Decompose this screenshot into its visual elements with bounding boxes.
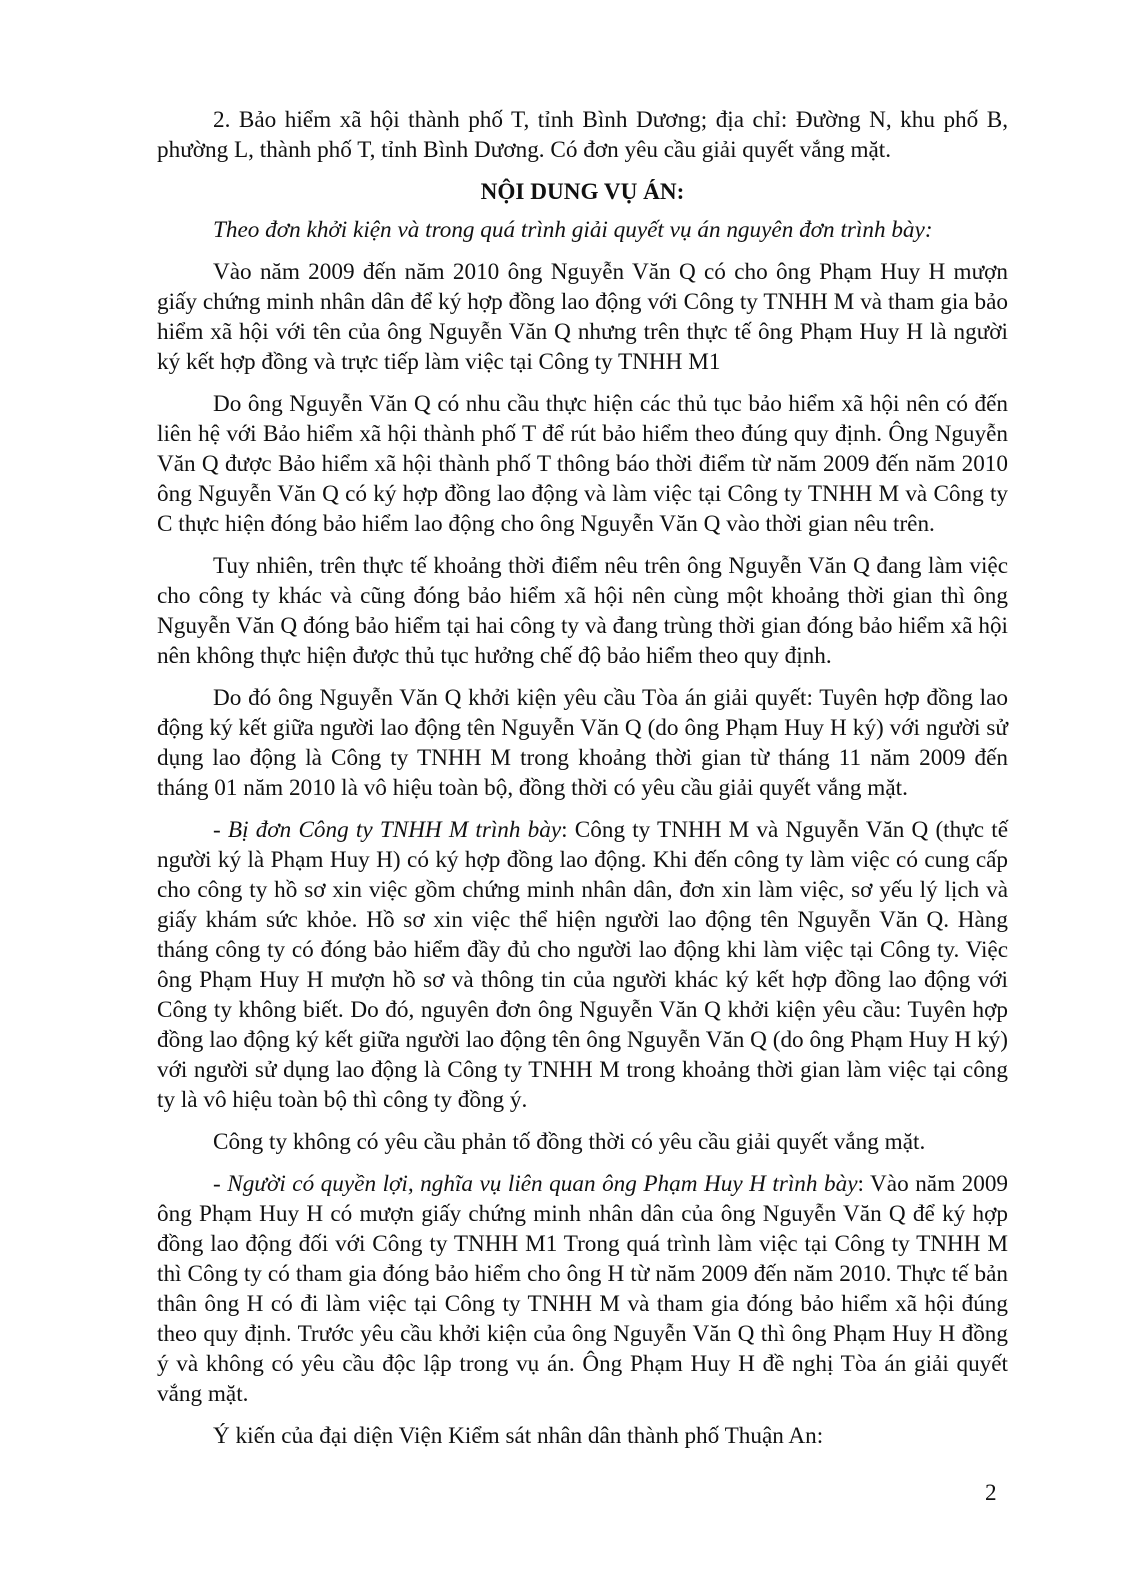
paragraph-8: Ý kiến của đại diện Viện Kiểm sát nhân dân thành phố Thuận An: (213, 1423, 824, 1449)
paragraph-2: Do ông Nguyễn Văn Q có nhu cầu thực hiện các thủ tục bảo hiểm xã hội nên có đến liên hệ với Bảo hiểm xã hội thành phố T để rút bảo hiểm theo đúng quy định. Ông Nguyễn Văn Q được Bảo hiểm xã hội thành phố T thông báo thời điểm từ năm 2009 đến năm 2010 ông Nguyễn Văn Q có ký hợp đồng lao động và làm việc tại Công ty TNHH M và Công ty C thực hiện đóng bảo hiểm lao động cho ông Nguyễn Văn Q vào thời gian nêu trên. (157, 391, 1008, 537)
paragraph-5 (157, 815, 1008, 1115)
paragraph-intro: Theo đơn khởi kiện và trong quá trình giải quyết vụ án nguyên đơn trình bày: (213, 217, 933, 243)
paragraph-3: Tuy nhiên, trên thực tế khoảng thời điểm nêu trên ông Nguyễn Văn Q đang làm việc cho công ty khác và cũng đóng bảo hiểm xã hội nên cùng một khoảng thời gian thì ông Nguyễn Văn Q đóng bảo hiểm tại hai công ty và đang trùng thời gian đóng bảo hiểm xã hội nên không thực hiện được thủ tục hưởng chế độ bảo hiểm theo quy định. (157, 553, 1008, 669)
document-body (157, 105, 1008, 1451)
paragraph-7 (157, 1169, 1008, 1409)
paragraph-7-lead: - Người có quyền lợi, nghĩa vụ liên quan ông Phạm Huy H trình bày (213, 1171, 858, 1197)
paragraph-defendant-2: 2. Bảo hiểm xã hội thành phố T, tỉnh Bình Dương; địa chỉ: Đường N, khu phố B, phường L, thành phố T, tỉnh Bình Dương. Có đơn yêu cầu giải quyết vắng mặt. (157, 107, 1008, 163)
section-heading: NỘI DUNG VỤ ÁN: (480, 179, 685, 205)
paragraph-7-body: : Vào năm 2009 ông Phạm Huy H có mượn giấy chứng minh nhân dân của ông Nguyễn Văn Q để ký hợp đồng lao động đối với Công ty TNHH M1 Trong quá trình làm việc tại Công ty TNHH M thì Công ty có tham gia đóng bảo hiểm cho ông H từ năm 2009 đến năm 2010. Thực tế bản thân ông H có đi làm việc tại Công ty TNHH M và tham gia đóng bảo hiểm xã hội đúng theo quy định. Trước yêu cầu khởi kiện của ông Nguyễn Văn Q thì ông Phạm Huy H đồng ý và không có yêu cầu độc lập trong vụ án. Ông Phạm Huy H đề nghị Tòa án giải quyết vắng mặt. (157, 1171, 1009, 1407)
paragraph-5-body: : Công ty TNHH M và Nguyễn Văn Q (thực tế người ký là Phạm Huy H) có ký hợp đồng lao động. Khi đến công ty làm việc có cung cấp cho công ty hồ sơ xin việc gồm chứng minh nhân dân, đơn xin làm việc, sơ yếu lý lịch và giấy khám sức khỏe. Hồ sơ xin việc thể hiện người lao động tên Nguyễn Văn Q. Hàng tháng công ty có đóng bảo hiểm đầy đủ cho người lao động khi làm việc tại Công ty. Việc ông Phạm Huy H mượn hồ sơ và thông tin của người khác ký kết hợp đồng lao động với Công ty không biết. Do đó, nguyên đơn ông Nguyễn Văn Q khởi kiện yêu cầu: Tuyên hợp đồng lao động ký kết giữa người lao động tên ông Nguyễn Văn Q (do ông Phạm Huy H ký) với người sử dụng lao động là Công ty TNHH M trong khoảng thời gian làm việc tại công ty là vô hiệu toàn bộ thì công ty đồng ý. (157, 817, 1008, 1113)
paragraph-1: Vào năm 2009 đến năm 2010 ông Nguyễn Văn Q có cho ông Phạm Huy H mượn giấy chứng minh nhân dân để ký hợp đồng lao động với Công ty TNHH M và tham gia bảo hiểm xã hội với tên của ông Nguyễn Văn Q nhưng trên thực tế ông Phạm Huy H là người ký kết hợp đồng và trực tiếp làm việc tại Công ty TNHH M1 (157, 259, 1008, 375)
page-number: 2 (985, 1480, 997, 1506)
paragraph-6: Công ty không có yêu cầu phản tố đồng thời có yêu cầu giải quyết vắng mặt. (213, 1129, 926, 1155)
paragraph-4: Do đó ông Nguyễn Văn Q khởi kiện yêu cầu Tòa án giải quyết: Tuyên hợp đồng lao động ký kết giữa người lao động tên Nguyễn Văn Q (do ông Phạm Huy H ký) với người sử dụng lao động là Công ty TNHH M trong khoảng thời gian từ tháng 11 năm 2009 đến tháng 01 năm 2010 là vô hiệu toàn bộ, đồng thời có yêu cầu giải quyết vắng mặt. (157, 685, 1008, 801)
paragraph-5-lead: - Bị đơn Công ty TNHH M trình bày (213, 817, 562, 843)
